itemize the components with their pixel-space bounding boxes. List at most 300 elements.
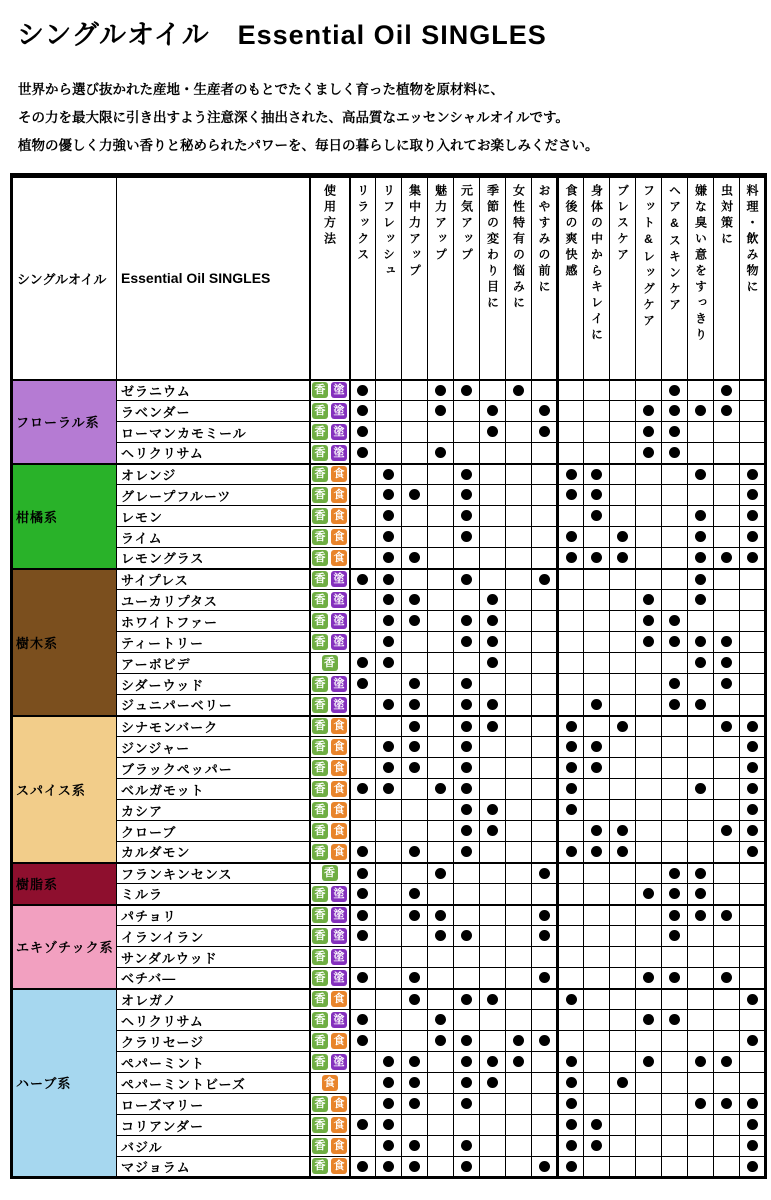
benefit-column-header-2 [376, 176, 402, 380]
usage-cell [310, 506, 350, 527]
benefit-dot [539, 972, 550, 983]
usage-badge: 香 [312, 1158, 328, 1174]
category-column-header: シングルオイル [12, 176, 117, 380]
benefit-cell [376, 380, 402, 401]
benefit-cell [688, 884, 714, 905]
benefit-cell [480, 527, 506, 548]
benefit-dot [669, 385, 680, 396]
benefit-cell [610, 863, 636, 884]
benefit-cell [402, 737, 428, 758]
benefit-dot [695, 868, 706, 879]
benefit-cell [610, 674, 636, 695]
usage-cell [310, 485, 350, 506]
benefit-cell [532, 632, 558, 653]
benefit-cell [740, 1031, 766, 1052]
usage-badge: 塗 [331, 907, 347, 923]
benefit-cell [584, 1094, 610, 1115]
benefit-dot [721, 636, 732, 647]
benefit-cell [350, 590, 376, 611]
table-row [12, 1094, 766, 1115]
benefit-cell [402, 569, 428, 590]
oil-name: ゼラニウム [117, 380, 310, 401]
oil-name: クラリセージ [117, 1031, 310, 1052]
benefit-cell [610, 611, 636, 632]
table-row [12, 527, 766, 548]
benefit-dot [721, 825, 732, 836]
benefit-dot [643, 972, 654, 983]
benefit-cell [402, 716, 428, 737]
table-row [12, 506, 766, 527]
benefit-dot [539, 426, 550, 437]
benefit-dot [747, 741, 758, 752]
usage-badge: 食 [331, 823, 347, 839]
usage-cell [310, 947, 350, 968]
benefit-dot [357, 1014, 368, 1025]
benefit-cell [610, 1073, 636, 1094]
benefit-dot [695, 405, 706, 416]
benefit-cell [532, 989, 558, 1010]
benefit-cell [558, 674, 584, 695]
benefit-dot [487, 657, 498, 668]
category-cell: ハーブ系 [12, 989, 117, 1178]
benefit-cell [428, 1094, 454, 1115]
benefit-dot [383, 783, 394, 794]
benefit-cell [532, 1010, 558, 1031]
benefit-cell [714, 863, 740, 884]
usage-badge: 香 [312, 466, 328, 482]
benefit-cell [480, 926, 506, 947]
benefit-cell [714, 1136, 740, 1157]
benefit-dot [747, 469, 758, 480]
benefit-cell [506, 989, 532, 1010]
benefit-cell [350, 632, 376, 653]
benefit-dot [383, 615, 394, 626]
benefit-cell [402, 695, 428, 716]
table-row [12, 758, 766, 779]
benefit-cell [662, 989, 688, 1010]
benefit-cell [376, 422, 402, 443]
benefit-cell [714, 380, 740, 401]
benefit-cell [376, 968, 402, 989]
usage-badge: 食 [331, 1117, 347, 1133]
usage-badge: 食 [331, 781, 347, 797]
benefit-cell [350, 758, 376, 779]
benefit-cell [636, 653, 662, 674]
benefit-column-header-8 [532, 176, 558, 380]
benefit-dot [487, 994, 498, 1005]
oil-name: ベチバ― [117, 968, 310, 989]
benefit-dot [513, 1056, 524, 1067]
benefit-cell [402, 1157, 428, 1178]
table-row [12, 674, 766, 695]
benefit-cell [428, 485, 454, 506]
benefit-dot [357, 783, 368, 794]
usage-badge: 食 [331, 1138, 347, 1154]
usage-cell [310, 884, 350, 905]
table-row [12, 548, 766, 569]
benefit-column-header-4 [428, 176, 454, 380]
benefit-cell [376, 842, 402, 863]
usage-badge: 香 [312, 697, 328, 713]
benefit-cell [610, 632, 636, 653]
benefit-dot [539, 574, 550, 585]
benefit-cell [714, 632, 740, 653]
benefit-cell [454, 674, 480, 695]
benefit-cell [376, 548, 402, 569]
benefit-cell [636, 1136, 662, 1157]
benefit-cell [740, 506, 766, 527]
usage-badge: 塗 [331, 928, 347, 944]
benefit-dot [409, 910, 420, 921]
benefit-dot [461, 574, 472, 585]
benefit-cell [662, 779, 688, 800]
benefit-cell [454, 926, 480, 947]
benefit-cell [688, 716, 714, 737]
benefit-cell [740, 422, 766, 443]
benefit-cell [350, 695, 376, 716]
benefit-cell [454, 905, 480, 926]
benefit-cell [350, 485, 376, 506]
benefit-dot [695, 699, 706, 710]
benefit-cell [558, 380, 584, 401]
benefit-dot [487, 721, 498, 732]
benefit-cell [480, 1052, 506, 1073]
benefit-dot [409, 615, 420, 626]
benefit-cell [532, 380, 558, 401]
benefit-cell [402, 821, 428, 842]
benefit-cell [584, 1136, 610, 1157]
benefit-cell [402, 1073, 428, 1094]
benefit-cell [532, 842, 558, 863]
benefit-cell [350, 1094, 376, 1115]
oil-name: ブラックペッパー [117, 758, 310, 779]
benefit-column-header-6 [480, 176, 506, 380]
benefit-cell [662, 884, 688, 905]
benefit-cell [740, 401, 766, 422]
oil-name: レモン [117, 506, 310, 527]
benefit-cell [402, 632, 428, 653]
benefit-dot [617, 531, 628, 542]
benefit-dot [409, 972, 420, 983]
usage-badge: 塗 [331, 1054, 347, 1070]
benefit-cell [480, 842, 506, 863]
benefit-cell [402, 548, 428, 569]
usage-cell [310, 1115, 350, 1136]
benefit-cell [402, 1094, 428, 1115]
benefit-dot [591, 1119, 602, 1130]
benefit-dot [643, 447, 654, 458]
benefit-cell [402, 464, 428, 485]
benefit-cell [636, 800, 662, 821]
benefit-dot [461, 636, 472, 647]
benefit-cell [636, 422, 662, 443]
benefit-cell [610, 989, 636, 1010]
benefit-cell [480, 947, 506, 968]
table-row [12, 821, 766, 842]
usage-cell [310, 842, 350, 863]
benefit-cell [662, 926, 688, 947]
benefit-cell [480, 1136, 506, 1157]
benefit-dot [461, 930, 472, 941]
benefit-cell [584, 485, 610, 506]
benefit-cell [428, 422, 454, 443]
benefit-cell [584, 569, 610, 590]
benefit-dot [566, 469, 577, 480]
benefit-dot [669, 930, 680, 941]
usage-badge: 食 [331, 991, 347, 1007]
benefit-cell [350, 464, 376, 485]
benefit-dot [461, 678, 472, 689]
usage-badge: 塗 [331, 571, 347, 587]
benefit-cell [558, 905, 584, 926]
benefit-cell [636, 695, 662, 716]
benefit-column-label: 元気アップ [459, 184, 474, 264]
benefit-cell [532, 1157, 558, 1178]
benefit-cell [740, 1136, 766, 1157]
benefit-cell [636, 716, 662, 737]
benefit-cell [714, 779, 740, 800]
benefit-cell [506, 1094, 532, 1115]
benefit-cell [532, 779, 558, 800]
benefit-cell [714, 1094, 740, 1115]
benefit-cell [714, 422, 740, 443]
benefit-cell [636, 443, 662, 464]
benefit-cell [636, 485, 662, 506]
benefit-cell [662, 527, 688, 548]
benefit-dot [383, 1161, 394, 1172]
benefit-cell [428, 800, 454, 821]
usage-badge: 香 [312, 382, 328, 398]
benefit-cell [480, 695, 506, 716]
benefit-cell [610, 1010, 636, 1031]
usage-badge: 香 [312, 1054, 328, 1070]
usage-badge: 香 [312, 844, 328, 860]
benefit-cell [714, 506, 740, 527]
benefit-dot [669, 699, 680, 710]
benefit-dot [747, 1140, 758, 1151]
benefit-cell [376, 1073, 402, 1094]
benefit-cell [636, 506, 662, 527]
benefit-cell [480, 485, 506, 506]
benefit-cell [662, 632, 688, 653]
usage-badge: 香 [312, 1138, 328, 1154]
benefit-cell [506, 926, 532, 947]
benefit-cell [532, 674, 558, 695]
benefit-cell [740, 926, 766, 947]
benefit-cell [714, 968, 740, 989]
usage-badge: 食 [331, 1158, 347, 1174]
benefit-cell [376, 485, 402, 506]
benefit-dot [357, 1035, 368, 1046]
benefit-dot [566, 531, 577, 542]
intro-line-2: その力を最大限に引き出すよう注意深く抽出された、高品質なエッセンシャルオイルです。 [18, 110, 569, 125]
benefit-cell [584, 737, 610, 758]
benefit-cell [584, 422, 610, 443]
benefit-dot [461, 1140, 472, 1151]
benefit-dot [461, 1035, 472, 1046]
benefit-cell [428, 695, 454, 716]
benefit-cell [480, 590, 506, 611]
benefit-dot [669, 972, 680, 983]
usage-badge: 香 [312, 907, 328, 923]
usage-cell [310, 695, 350, 716]
benefit-cell [506, 653, 532, 674]
benefit-dot [591, 741, 602, 752]
benefit-cell [584, 443, 610, 464]
benefit-cell [402, 590, 428, 611]
benefit-cell [740, 674, 766, 695]
benefit-dot [383, 510, 394, 521]
benefit-cell [350, 1010, 376, 1031]
benefit-column-header-7 [506, 176, 532, 380]
usage-cell [310, 758, 350, 779]
benefit-cell [376, 695, 402, 716]
benefit-cell [558, 968, 584, 989]
benefit-cell [584, 989, 610, 1010]
benefit-cell [662, 716, 688, 737]
benefit-dot [747, 846, 758, 857]
benefit-cell [506, 1052, 532, 1073]
benefit-cell [376, 1010, 402, 1031]
benefit-cell [584, 1157, 610, 1178]
benefit-cell [740, 884, 766, 905]
usage-cell [310, 422, 350, 443]
benefit-cell [480, 401, 506, 422]
benefit-cell [428, 1073, 454, 1094]
benefit-cell [610, 905, 636, 926]
benefit-cell [454, 590, 480, 611]
benefit-cell [740, 737, 766, 758]
benefit-cell [740, 1157, 766, 1178]
usage-badge: 香 [312, 886, 328, 902]
benefit-cell [350, 380, 376, 401]
benefit-cell [740, 653, 766, 674]
benefit-cell [428, 947, 454, 968]
benefit-cell [428, 737, 454, 758]
benefit-cell [662, 401, 688, 422]
benefit-cell [428, 779, 454, 800]
benefit-column-label: おやすみの前に [537, 184, 551, 296]
benefit-cell [662, 821, 688, 842]
benefit-dot [383, 469, 394, 480]
benefit-dot [487, 1056, 498, 1067]
benefit-cell [532, 695, 558, 716]
table-row [12, 632, 766, 653]
usage-badge: 香 [312, 613, 328, 629]
category-cell: 樹木系 [12, 569, 117, 716]
benefit-dot [695, 910, 706, 921]
benefit-cell [740, 800, 766, 821]
benefit-dot [461, 615, 472, 626]
benefit-cell [636, 527, 662, 548]
benefit-dot [383, 1119, 394, 1130]
benefit-cell [610, 506, 636, 527]
oil-name: ペパーミント [117, 1052, 310, 1073]
benefit-cell [584, 611, 610, 632]
usage-badge: 食 [331, 550, 347, 566]
table-row [12, 905, 766, 926]
benefit-dot [357, 574, 368, 585]
benefit-cell [714, 800, 740, 821]
benefit-cell [584, 716, 610, 737]
benefit-cell [428, 569, 454, 590]
benefit-cell [376, 401, 402, 422]
usage-badge: 塗 [331, 592, 347, 608]
benefit-cell [428, 506, 454, 527]
benefit-dot [566, 1098, 577, 1109]
benefit-cell [558, 1115, 584, 1136]
benefit-dot [643, 615, 654, 626]
benefit-cell [610, 947, 636, 968]
benefit-cell [376, 443, 402, 464]
usage-badge: 食 [331, 487, 347, 503]
benefit-dot [566, 846, 577, 857]
benefit-dot [513, 1035, 524, 1046]
benefit-cell [428, 821, 454, 842]
benefit-cell [350, 611, 376, 632]
oil-name: ジュニパーベリー [117, 695, 310, 716]
oil-name: ヘリクリサム [117, 1010, 310, 1031]
benefit-cell [350, 968, 376, 989]
benefit-cell [402, 1136, 428, 1157]
benefit-cell [610, 401, 636, 422]
table-row [12, 779, 766, 800]
benefit-dot [617, 825, 628, 836]
benefit-cell [688, 485, 714, 506]
benefit-cell [376, 758, 402, 779]
benefit-dot [643, 594, 654, 605]
benefit-cell [506, 1136, 532, 1157]
benefit-cell [662, 1136, 688, 1157]
benefit-cell [376, 884, 402, 905]
benefit-column-label: 魅力アップ [433, 184, 448, 264]
benefit-dot [487, 426, 498, 437]
table-row [12, 1031, 766, 1052]
benefit-cell [662, 422, 688, 443]
benefit-dot [409, 721, 420, 732]
benefit-cell [584, 884, 610, 905]
oil-name: ヘリクリサム [117, 443, 310, 464]
benefit-cell [662, 947, 688, 968]
benefit-cell [506, 800, 532, 821]
benefit-dot [357, 657, 368, 668]
benefit-cell [714, 1052, 740, 1073]
benefit-cell [402, 800, 428, 821]
benefit-cell [506, 611, 532, 632]
benefit-dot [461, 699, 472, 710]
benefit-cell [532, 485, 558, 506]
benefit-cell [584, 380, 610, 401]
oil-name: ジンジャー [117, 737, 310, 758]
benefit-cell [532, 926, 558, 947]
benefit-cell [714, 485, 740, 506]
usage-badge: 塗 [331, 697, 347, 713]
oil-name: ラベンダー [117, 401, 310, 422]
benefit-dot [357, 678, 368, 689]
benefit-cell [688, 779, 714, 800]
benefit-cell [714, 842, 740, 863]
benefit-cell [584, 947, 610, 968]
benefit-cell [610, 821, 636, 842]
usage-badge: 香 [312, 970, 328, 986]
benefit-column-header-3 [402, 176, 428, 380]
benefit-cell [532, 968, 558, 989]
benefit-cell [428, 527, 454, 548]
usage-badge: 香 [312, 529, 328, 545]
benefit-cell [688, 800, 714, 821]
benefit-cell [740, 968, 766, 989]
benefit-cell [740, 842, 766, 863]
